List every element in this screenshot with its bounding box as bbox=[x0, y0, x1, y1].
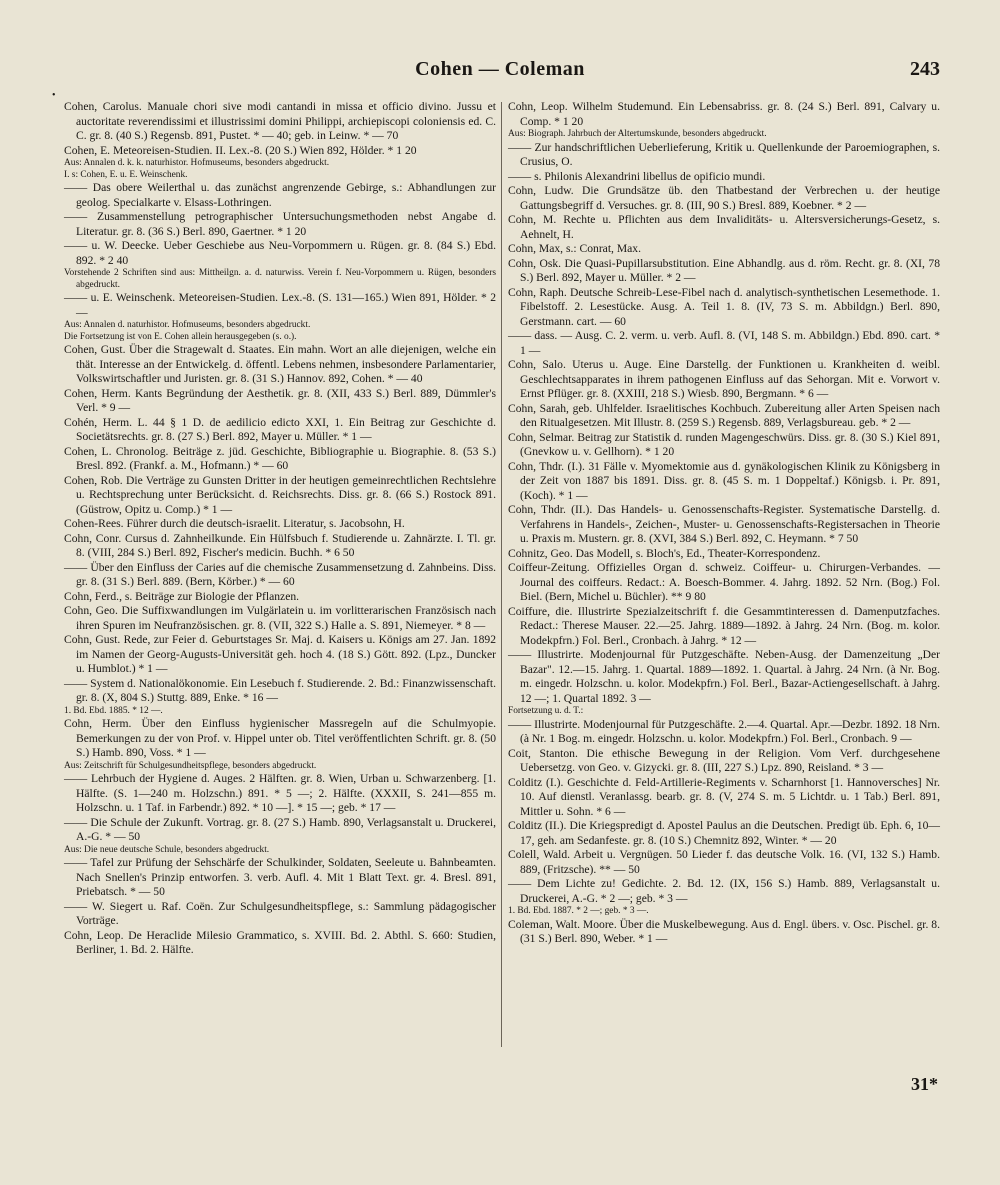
bibliography-entry: —— Zusammenstellung petrographischer Untersuchungsmethoden nebst Angabe d. Literatur. gr. 8. (36 S.) Berl. 890, Gaertner. * 1 20 bbox=[64, 210, 496, 238]
bibliography-entry: Cohn, Leop. Wilhelm Studemund. Ein Lebensabriss. gr. 8. (24 S.) Berl. 891, Calvary u. Comp. * 1 20 bbox=[508, 100, 940, 128]
bibliography-entry: Cohen, Carolus. Manuale chori sive modi cantandi in missa et officio divino. Jussu et auctoritate reverendissimi et illustrissimi domini Philippi, archiepiscopi coloniensis ed. C. C. gr. 8. (40 S.) Regensb. 891, Pustet. * — 40; geb. in Leinw. * — 70 bbox=[64, 100, 496, 142]
two-column-body bbox=[64, 100, 944, 1050]
bibliography-entry: Coleman, Walt. Moore. Über die Muskelbewegung. Aus d. Engl. übers. v. Osc. Pischel. gr. 8. (31 S.) Berl. 890, Weber. * 1 — bbox=[508, 917, 940, 945]
bibliography-entry: —— Über den Einfluss der Caries auf die chemische Zusammensetzung d. Zahnbeins. Diss. gr. 8. (31 S.) Berl. 889. (Bern, Körber.) * — 60 bbox=[64, 560, 496, 588]
bibliography-entry: Colell, Wald. Arbeit u. Vergnügen. 50 Lieder f. das deutsche Volk. 16. (VI, 132 S.) Hamb. 889, (Fritzsche). ** — 50 bbox=[508, 848, 940, 876]
bibliography-entry: Cohn, Ludw. Die Grundsätze üb. den Thatbestand der Verbrechen u. der heutige Gattungsbegriff d. Versuches. gr. 8. (III, 90 S.) Bresl. 889, Koebner. * 2 — bbox=[508, 184, 940, 212]
bibliography-entry: Cohén, Herm. L. 44 § 1 D. de aedilicio edicto XXI, 1. Ein Beitrag zur Geschichte d. Societätsrechts. gr. 8. (27 S.) Berl. 892, Mayer u. Müller. * 1 — bbox=[64, 415, 496, 443]
bibliography-entry: Cohn, Raph. Deutsche Schreib-Lese-Fibel nach d. analytisch-synthetischen Lesemethode. 1. Fibelstoff. 2. Lesestücke. Ausg. A. Teil 1. 8. (IV, 73 S. m. Abbildgn.) Berl. 890, Gerstmann. cart. — 60 bbox=[508, 285, 940, 328]
bibliography-entry: Cohn, Sarah, geb. Uhlfelder. Israelitisches Kochbuch. Zubereitung aller Arten Speisen nach den Ritualgesetzen. Mit Illustr. 8. (259 S.) Regensb. 889, Verlagsbureau. geb. * 2 — bbox=[508, 401, 940, 429]
bibliography-entry: —— System d. Nationalökonomie. Ein Lesebuch f. Studierende. 2. Bd.: Finanzwissenschaft. gr. 8. (X, 804 S.) Stuttg. 889, Enke. * 16 — bbox=[64, 676, 496, 704]
bibliography-note: Aus: Biograph. Jahrbuch der Altertumskunde, besonders abgedruckt. bbox=[508, 129, 767, 139]
bibliography-entry: Cohn, Conr. Cursus d. Zahnheilkunde. Ein Hülfsbuch f. Studierende u. Zahnärzte. I. Tl. gr. 8. (VIII, 284 S.) Berl. 892, Fischer's medicin. Buchh. * 6 50 bbox=[64, 531, 496, 559]
bibliography-entry: —— dass. — Ausg. C. 2. verm. u. verb. Aufl. 8. (VI, 148 S. m. Abbildgn.) Ebd. 890. cart. * 1 — bbox=[508, 329, 940, 357]
bibliography-entry: —— u. E. Weinschenk. Meteoreisen-Studien. Lex.-8. (S. 131—165.) Wien 891, Hölder. * 2 — bbox=[64, 291, 496, 319]
bibliography-entry: Cohen, Gust. Über die Stragewalt d. Staates. Ein mahn. Wort an alle diejenigen, welche ein thät. Interesse an der Entwickelg. d. öffentl. Lebens nehmen, insbesondere Parlamentarier, Volkswirtschaftler und Juristen. gr. 8. (31 S.) Hannov. 892, Cohen. * — 40 bbox=[64, 343, 496, 385]
right-column bbox=[508, 100, 940, 947]
bibliography-entry: Cohn, Osk. Die Quasi-Pupillarsubstitution. Eine Abhandlg. aus d. röm. Recht. gr. 8. (XI, 78 S.) Berl. 892, Mayer u. Müller. * 2 — bbox=[508, 256, 940, 284]
bibliography-entry: Coiffure, die. Illustrirte Spezialzeitschrift f. die Gesammtinteressen d. Damenputzfaches. Redact.: Therese Mauser. 22.—25. Jahrg. 1889—1892. à Jahrg. 24 Nrn. (Bog. m. kolor. Modekpfrn.) Fol. Berl., Cronbach. à Jahrg. * 12 — bbox=[508, 604, 940, 647]
bibliography-entry: Colditz (I.). Geschichte d. Feld-Artillerie-Regiments v. Scharnhorst [1. Hannoversches] Nr. 10. Auf dienstl. Veranlassg. bearb. gr. 8. (V, 274 S. m. 5 Lichtdr. u. 1 Tab.) Berl. 891, Mittler u. Sohn. * 6 — bbox=[508, 775, 940, 818]
bibliography-note: Aus: Die neue deutsche Schule, besonders abgedruckt. bbox=[64, 844, 270, 855]
bibliography-entry: —— Tafel zur Prüfung der Sehschärfe der Schulkinder, Soldaten, Seeleute u. Bahnbeamten. Nach Snellen's Prinzip entworfen. 3. verb. Aufl. 4. Mit 1 Blatt Text. gr. 4. Bresl. 891, Priebatsch. * — 50 bbox=[64, 856, 496, 898]
bibliography-entry: Cohn, Thdr. (II.). Das Handels- u. Genossenschafts-Register. Systematische Darstellg. d. Verfahrens in Handels-, Zeichen-, Muster- u. Genossenschafts-Registersachen in Theorie u. Praxis m. Mustern. gr. 8. (XVI, 384 S.) Berl. 892, C. Heymann. * 7 50 bbox=[508, 503, 940, 545]
bibliography-entry: Cohn, Gust. Rede, zur Feier d. Geburtstages Sr. Maj. d. Kaisers u. Königs am 27. Jan. 1892 im Namen der Georg-Augusts-Universität geh. hoch 4. (18 S.) Gött. 892. (Lpz., Duncker u. Humblot.) * 1 — bbox=[64, 633, 496, 675]
bibliography-entry: Cohen-Rees. Führer durch die deutsch-israelit. Literatur, s. Jacobsohn, H. bbox=[64, 517, 405, 530]
bibliography-entry: —— Das obere Weilerthal u. das zunächst angrenzende Gebirge, s.: Abhandlungen zur geolog. Specialkarte v. Elsass-Lothringen. bbox=[64, 181, 496, 209]
bibliography-entry: Cohen, E. Meteoreisen-Studien. II. Lex.-8. (20 S.) Wien 892, Hölder. * 1 20 bbox=[64, 143, 417, 157]
bibliography-entry: Cohn, M. Rechte u. Pflichten aus dem Invaliditäts- u. Altersversicherungs-Gesetz, s. Aehnelt, H. bbox=[508, 213, 940, 241]
bibliography-entry: —— Zur handschriftlichen Ueberlieferung, Kritik u. Quellenkunde der Paroemiographen, s. Crusius, O. bbox=[508, 140, 940, 168]
running-header bbox=[60, 58, 940, 86]
bibliography-entry: —— s. Philonis Alexandrini libellus de opificio mundi. bbox=[508, 169, 766, 183]
bibliography-entry: Coit, Stanton. Die ethische Bewegung in der Religion. Vom Verf. durchgesehene Uebersetzg. von Geo. v. Gizycki. gr. 8. (III, 227 S.) Lpz. 890, Reisland. * 3 — bbox=[508, 746, 940, 774]
bibliography-entry: Cohn, Ferd., s. Beiträge zur Biologie der Pflanzen. bbox=[64, 589, 300, 603]
bibliography-note: 1. Bd. Ebd. 1887. * 2 —; geb. * 3 —. bbox=[508, 906, 649, 916]
bibliography-entry: Colditz (II.). Die Kriegspredigt d. Apostel Paulus an die Deutschen. Predigt üb. Eph. 6, 10—17, geh. am Sedanfeste. gr. 8. (10 S.) Chemnitz 892, Winter. * — 20 bbox=[508, 819, 940, 847]
bibliography-entry: Cohn, Geo. Die Suffixwandlungen im Vulgärlatein u. im vorlitterarischen Französisch nach ihren Spuren im Neufranzösischen. gr. 8. (VII, 322 S.) Halle a. S. 891, Niemeyer. * 8 — bbox=[64, 604, 496, 632]
bibliography-entry: Cohn, Leop. De Heraclide Milesio Grammatico, s. XVIII. Bd. 2. Abthl. S. 660: Studien, Berliner, 1. Bd. 2. Hälfte. bbox=[64, 928, 496, 956]
bibliography-note: I. s: Cohen, E. u. E. Weinschenk. bbox=[64, 169, 188, 180]
bibliography-entry: Coiffeur-Zeitung. Offizielles Organ d. schweiz. Coiffeur- u. Chirurgen-Verbandes. — Journal des coiffeurs. Redact.: A. Boesch-Bommer. 4. Jahrg. 1892. 52 Nrn. (Bog.) Fol. Biel. (Bern, Michel u. Büchler). ** 9 80 bbox=[508, 561, 940, 603]
page-header-title: Cohen — Coleman bbox=[415, 58, 585, 80]
bibliography-note: Aus: Zeitschrift für Schulgesundheitspflege, besonders abgedruckt. bbox=[64, 760, 317, 771]
bibliography-entry: Cohn, Thdr. (I.). 31 Fälle v. Myomektomie aus d. gynäkologischen Klinik zu Königsberg in der Zeit von 1887 bis 1891. Diss. gr. 8. (45 S. m. 1 Doppeltaf.) Königsb. i. Pr. 891, (Koch). * 1 — bbox=[508, 459, 940, 502]
bibliography-entry: Cohen, Rob. Die Verträge zu Gunsten Dritter in der heutigen gemeinrechtlichen Rechtslehre u. Rechtsprechung unter Berücksicht. d. Reichsrechts. Diss. gr. 8. (66 S.) Rostock 891. (Güstrow, Opitz u. Comp.) * 1 — bbox=[64, 473, 496, 516]
signature-mark: 31* bbox=[911, 1074, 938, 1094]
margin-mark: • bbox=[52, 90, 56, 101]
bibliography-entry: —— Dem Lichte zu! Gedichte. 2. Bd. 12. (IX, 156 S.) Hamb. 889, Verlagsanstalt u. Druckerei, A.-G. * 2 —; geb. * 3 — bbox=[508, 877, 940, 905]
bibliography-entry: Cohen, L. Chronolog. Beiträge z. jüd. Geschichte, Bibliographie u. Biographie. 8. (53 S.) Bresl. 892. (Frankf. a. M., Hofmann.) * — 60 bbox=[64, 444, 496, 472]
bibliography-entry: —— Die Schule der Zukunft. Vortrag. gr. 8. (27 S.) Hamb. 890, Verlagsanstalt u. Druckerei, A.-G. * — 50 bbox=[64, 815, 496, 843]
bibliography-entry: —— Illustrirte. Modenjournal für Putzgeschäfte. Neben-Ausg. der Damenzeitung „Der Bazar". 12.—15. Jahrg. 1. Quartal. 1889—1892. 1. Quartal. à Jahrg. 24 Nrn. (à Nr. Bog. m. eingedr. Holzschn. u. kolor. Modekpfrn.) Fol. Berl., Bazar-Actiengesellschaft. à Jahrg. 12 —; 1. Quartal 1892. 3 — bbox=[508, 648, 940, 705]
bibliography-entry: —— u. W. Deecke. Ueber Geschiebe aus Neu-Vorpommern u. Rügen. gr. 8. (84 S.) Ebd. 892. * 2 40 bbox=[64, 239, 496, 267]
bibliography-note: 1. Bd. Ebd. 1885. * 12 —. bbox=[64, 705, 163, 716]
column-divider bbox=[501, 102, 502, 1047]
bibliography-note: Aus: Annalen d. k. k. naturhistor. Hofmuseums, besonders abgedruckt. bbox=[64, 158, 330, 168]
bibliography-entry: —— Lehrbuch der Hygiene d. Auges. 2 Hälften. gr. 8. Wien, Urban u. Schwarzenberg. [1. Hälfte. (S. 1—240 m. Holzschn.) 891. * 5 —; 2. Hälfte. (XXXII, S. 241—855 m. Holzschn. u. 1 Taf. in Farbendr.) 892. * 10 —]. * 15 —; geb. * 17 — bbox=[64, 772, 496, 814]
bibliography-note: Vorstehende 2 Schriften sind aus: Mittheilgn. a. d. naturwiss. Verein f. Neu-Vorpommern u. Rügen, besonders abgedruckt. bbox=[64, 268, 496, 290]
bibliography-entry: Cohn, Max, s.: Conrat, Max. bbox=[508, 242, 641, 255]
bibliography-note: Aus: Annalen d. naturhistor. Hofmuseums, besonders abgedruckt. bbox=[64, 320, 311, 330]
page-number: 243 bbox=[910, 58, 940, 80]
bibliography-entry: Cohn, Herm. Über den Einfluss hygienischer Massregeln auf die Schulmyopie. Bemerkungen zu der von Prof. v. Hippel unter ob. Titel veröffentlichten Schrift. gr. 8. (50 S.) Hamb. 890, Voss. * 1 — bbox=[64, 717, 496, 759]
bibliography-entry: Cohnitz, Geo. Das Modell, s. Bloch's, Ed., Theater-Korrespondenz. bbox=[508, 546, 821, 560]
bibliography-note: Fortsetzung u. d. T.: bbox=[508, 706, 584, 716]
bibliography-entry: —— W. Siegert u. Raf. Coën. Zur Schulgesundheitspflege, s.: Sammlung pädagogischer Vorträge. bbox=[64, 899, 496, 927]
bibliography-note: Die Fortsetzung ist von E. Cohen allein herausgegeben (s. o.). bbox=[64, 331, 297, 342]
bibliography-entry: Cohn, Selmar. Beitrag zur Statistik d. runden Magengeschwürs. Diss. gr. 8. (30 S.) Kiel 891, (Gnevkow u. v. Gellhorn). * 1 20 bbox=[508, 430, 940, 458]
bibliography-entry: —— Illustrirte. Modenjournal für Putzgeschäfte. 2.—4. Quartal. Apr.—Dezbr. 1892. 18 Nrn. (à Nr. 1 Bog. m. eingedr. Holzschn. u. kolor. Modekpfrn.) Fol. Berl., Cronbach. 9 — bbox=[508, 717, 940, 745]
left-column bbox=[64, 100, 496, 958]
bibliography-entry: Cohn, Salo. Uterus u. Auge. Eine Darstellg. der Funktionen u. Krankheiten d. weibl. Geschlechtsapparates in ihrem pathogenen Einfluss auf das Sehorgan. Mit e. Vorwort v. Ernst Pflüger. gr. 8. (XXIII, 218 S.) Wiesb. 890, Bergmann. * 6 — bbox=[508, 358, 940, 400]
bibliography-entry: Cohen, Herm. Kants Begründung der Aesthetik. gr. 8. (XII, 433 S.) Berl. 889, Dümmler's Verl. * 9 — bbox=[64, 386, 496, 414]
